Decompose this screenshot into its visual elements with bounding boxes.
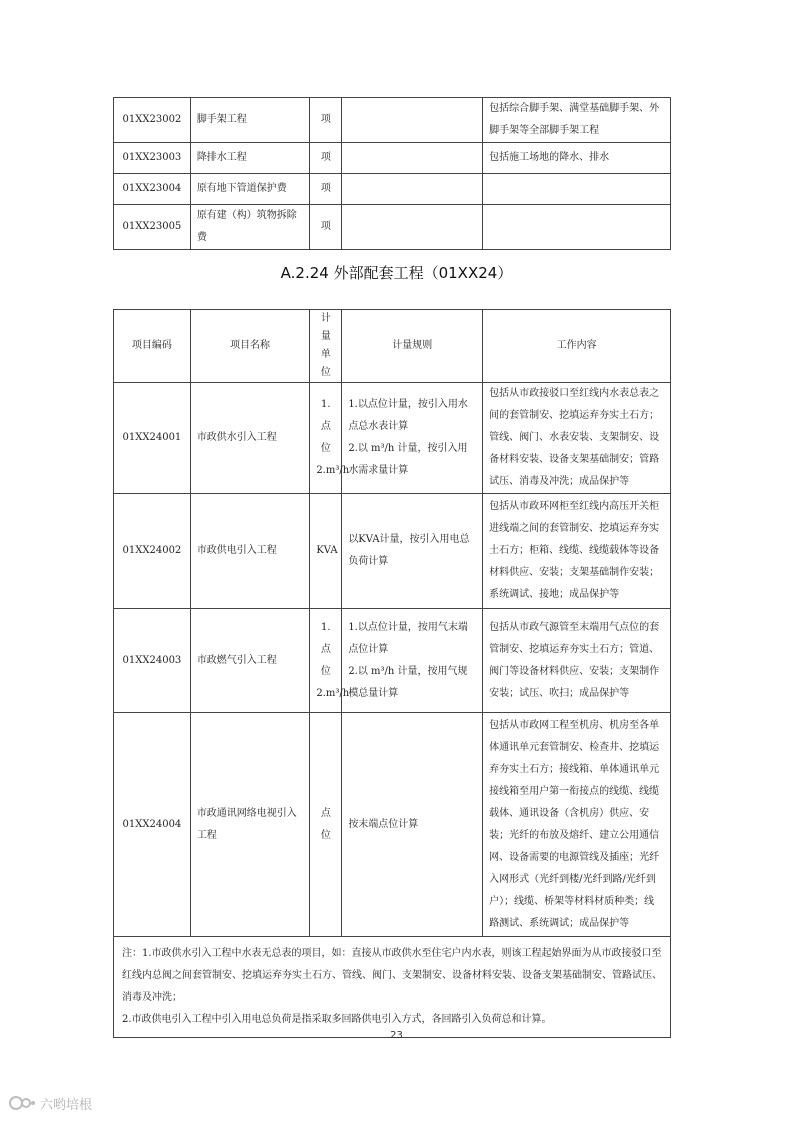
main-table-body: [114, 383, 671, 937]
main-table: [113, 309, 671, 1038]
watermark-text: 六哟培根: [40, 1097, 93, 1113]
row-rule: [342, 143, 483, 174]
row-unit: 点位: [310, 713, 342, 937]
table-note: 注：1.市政供水引入工程中水表无总表的项目，如：直接从市政供水至住宅户内水表，则该工程起始界面为从市政接驳口至红线内总阀之间套管制安、挖填运弃夯实土石方、管线、阀门、支架制安、设备材料安装、设备支架基础制安、管路试压、消毒及冲洗； 2.市政供电引入工程中引入用电总负荷是指采取多回路供电引入方式，各回路引入负荷总和计算。: [114, 937, 671, 1038]
row-name: 市政通讯网络电视引入工程: [190, 713, 310, 937]
row-rule: 按末端点位计算: [342, 713, 483, 937]
row-content: 包括从市政网工程至机房、机房至各单体通讯单元套管制安、检查井、挖填运弃夯实土石方；接线箱、单体通讯单元接线箱至用户第一衔接点的线缆、线缆载体、通讯设备（含机房）供应、安装；光纤的布放及熔纤、建立公用通信网、设备需要的电源管线及插座；光纤入网形式（光纤到楼/光纤到路/光纤到户）；线缆、桥架等材料材质种类；线路测试、系统调试；成品保护等: [483, 713, 671, 937]
row-content: 包括施工场地的降水、排水: [483, 143, 671, 174]
row-name: 原有地下管道保护费: [190, 174, 310, 205]
page-number: 23: [390, 1030, 403, 1041]
row-content: 包括综合脚手架、满堂基础脚手架、外脚手架等全部脚手架工程: [483, 98, 671, 143]
row-name: 市政供电引入工程: [190, 494, 310, 609]
row-name: 市政供水引入工程: [190, 383, 310, 494]
table-row: [114, 609, 671, 713]
header-content: 工作内容: [483, 310, 671, 383]
row-unit: 项: [310, 205, 342, 250]
watermark-logo-icon: [8, 1093, 36, 1113]
note-row: [114, 937, 671, 1038]
row-code: 01XX23004: [114, 174, 191, 205]
row-rule: [342, 205, 483, 250]
row-code: 01XX23002: [114, 98, 191, 143]
row-content: [483, 174, 671, 205]
row-rule: [342, 98, 483, 143]
row-unit: 1.点位 2.m³/h: [310, 383, 342, 494]
row-content: [483, 205, 671, 250]
section-title: A.2.24 外部配套工程（01XX24）: [280, 264, 513, 282]
top-table: [113, 97, 671, 250]
row-name: 市政燃气引入工程: [190, 609, 310, 713]
row-unit: 1.点位 2.m³/h: [310, 609, 342, 713]
row-code: 01XX24004: [114, 713, 191, 937]
row-code: 01XX23005: [114, 205, 191, 250]
table-row: [114, 143, 671, 174]
row-rule: 1.以点位计量，按用气末端点位计算 2.以 m³/h 计量，按用气规模总量计算: [342, 609, 483, 713]
row-rule: 以KVA计量，按引入用电总负荷计算: [342, 494, 483, 609]
table-row: [114, 494, 671, 609]
top-table-body: [114, 98, 671, 250]
row-content: 包括从市政接驳口至红线内水表总表之间的套管制安、挖填运弃夯实土石方；管线、阀门、水表安装、支架制安、设备材料安装、设备支架基础制安；管路试压、消毒及冲洗；成品保护等: [483, 383, 671, 494]
row-unit: 项: [310, 174, 342, 205]
row-name: 原有建（构）筑物拆除费: [190, 205, 310, 250]
row-unit: 项: [310, 98, 342, 143]
row-code: 01XX24002: [114, 494, 191, 609]
watermark: [8, 1093, 92, 1113]
row-rule: 1.以点位计量，按引入用水点总水表计算 2.以 m³/h 计量，按引入用水需求量计算: [342, 383, 483, 494]
row-code: 01XX24003: [114, 609, 191, 713]
row-code: 01XX23003: [114, 143, 191, 174]
table-row: [114, 98, 671, 143]
header-row: [114, 310, 671, 383]
header-rule: 计量规则: [342, 310, 483, 383]
header-code: 项目编码: [114, 310, 191, 383]
table-row: [114, 383, 671, 494]
row-content: 包括从市政环网柜至红线内高压开关柜进线端之间的套管制安、挖填运弃夯实土石方；柜箱、线缆、线缆载体等设备材料供应、安装；支架基础制作安装；系统调试、接地；成品保护等: [483, 494, 671, 609]
header-name: 项目名称: [190, 310, 310, 383]
row-code: 01XX24001: [114, 383, 191, 494]
table-row: [114, 713, 671, 937]
header-unit: 计量单 位: [310, 310, 342, 383]
table-row: [114, 174, 671, 205]
row-content: 包括从市政气源管至末端用气点位的套管制安、挖填运弃夯实土石方；管道、阀门等设备材料供应、安装；支架制作安装；试压、吹扫；成品保护等: [483, 609, 671, 713]
row-unit: 项: [310, 143, 342, 174]
row-rule: [342, 174, 483, 205]
row-unit: KVA: [310, 494, 342, 609]
row-name: 降排水工程: [190, 143, 310, 174]
row-name: 脚手架工程: [190, 98, 310, 143]
table-row: [114, 205, 671, 250]
